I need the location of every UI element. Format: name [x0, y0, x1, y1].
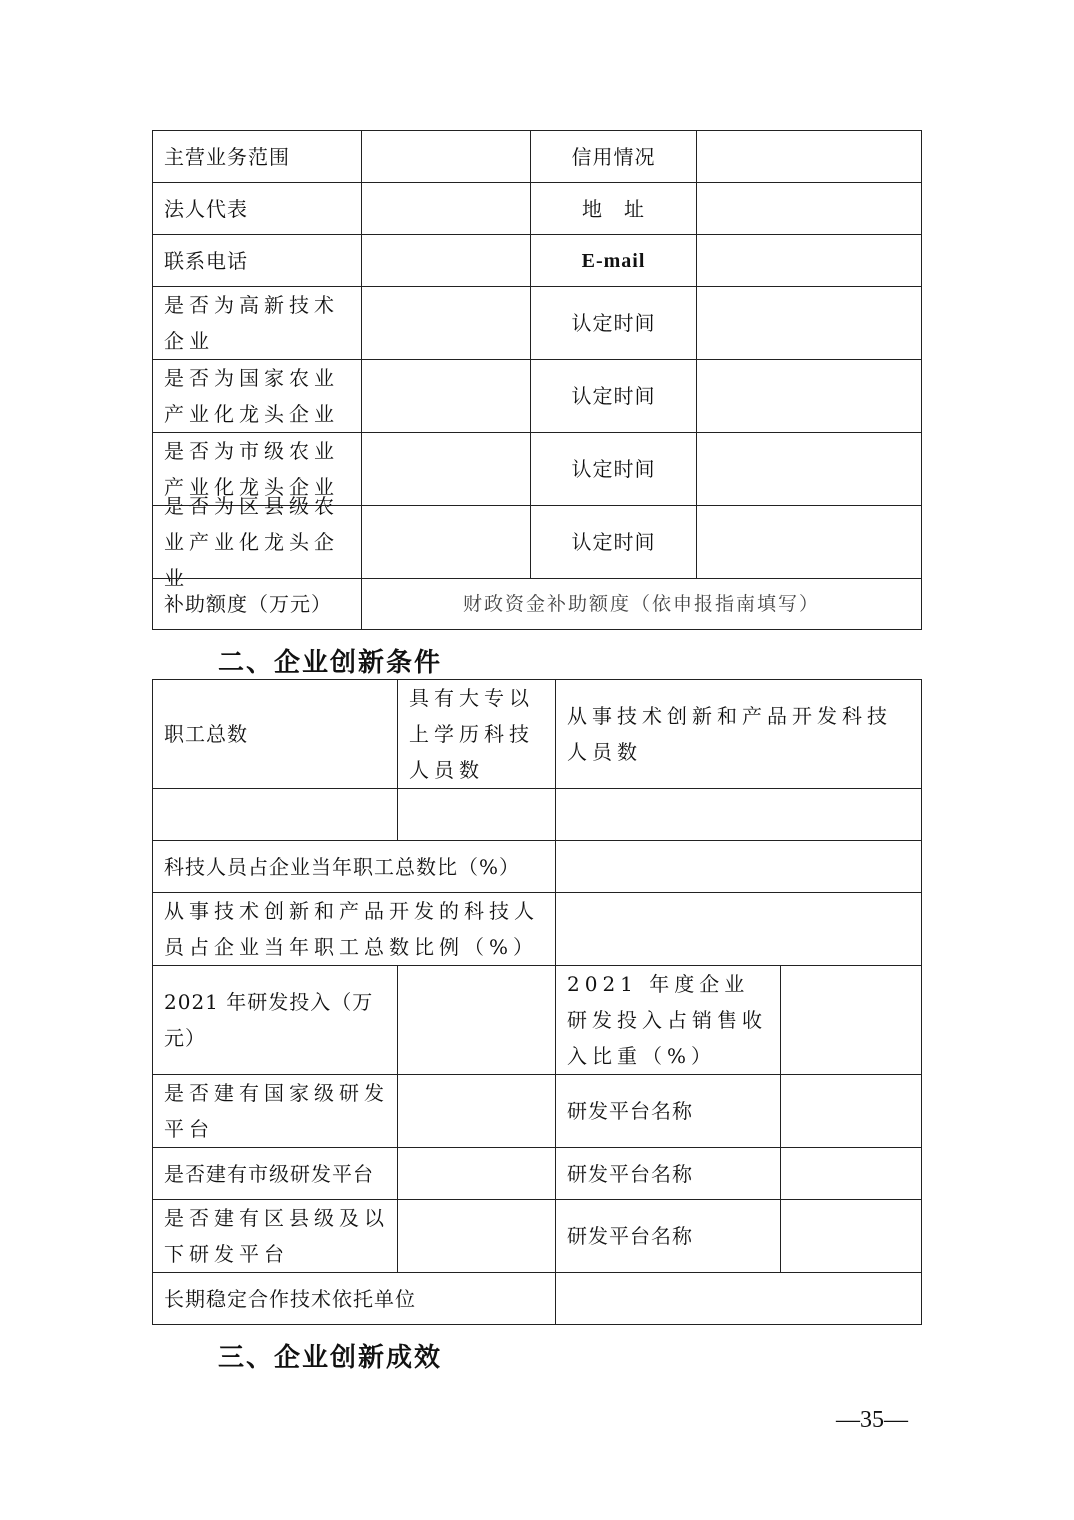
- row-city-platform: [152, 1147, 922, 1199]
- row-rd-invest: [152, 965, 922, 1074]
- basic-info-table: [152, 130, 922, 630]
- city-dragon-label: 是否为市级农业产业化龙头企业: [153, 433, 362, 505]
- national-platform-value[interactable]: [398, 1075, 556, 1147]
- innovation-conditions-table: [152, 679, 922, 1325]
- subsidy-label: 补助额度（万元）: [153, 579, 362, 629]
- hightech-cert-time-label: 认定时间: [531, 287, 697, 359]
- tech-ratio-label: 科技人员占企业当年职工总数比（%）: [153, 841, 556, 892]
- national-cert-time-value[interactable]: [697, 360, 921, 432]
- row-main-business: [152, 130, 922, 182]
- row-district-dragon: [152, 494, 922, 590]
- rd-sales-ratio-label: 2021 年度企业研发投入占销售收入比重（%）: [556, 966, 781, 1074]
- rd-ratio-label: 从事技术创新和产品开发的科技人员占企业当年职工总数比例（%）: [153, 893, 556, 965]
- legal-rep-label: 法人代表: [153, 183, 362, 234]
- national-platform-label: 是否建有国家级研发平台: [153, 1075, 398, 1147]
- national-cert-time-label: 认定时间: [531, 360, 697, 432]
- row-national-dragon: [152, 359, 922, 432]
- row-national-platform: [152, 1074, 922, 1147]
- row-staff-headers: [152, 679, 922, 788]
- hightech-label: 是否为高新技术企业: [153, 287, 362, 359]
- national-platform-name-label: 研发平台名称: [556, 1075, 781, 1147]
- section-2-title: 二、企业创新条件: [218, 648, 443, 678]
- row-rd-ratio: [152, 892, 922, 965]
- district-platform-name-value[interactable]: [781, 1200, 921, 1272]
- address-label: 地 址: [531, 183, 697, 234]
- total-staff-value[interactable]: [153, 789, 398, 840]
- city-cert-time-value[interactable]: [697, 433, 921, 505]
- national-dragon-value[interactable]: [362, 360, 531, 432]
- email-value[interactable]: [697, 235, 921, 286]
- subsidy-hint[interactable]: 财政资金补助额度（依申报指南填写）: [462, 593, 820, 615]
- college-staff-label: 具有大专以上学历科技人员数: [398, 680, 556, 788]
- credit-value[interactable]: [697, 131, 921, 182]
- district-platform-value[interactable]: [398, 1200, 556, 1272]
- credit-label: 信用情况: [531, 131, 697, 182]
- rd-staff-label: 从事技术创新和产品开发科技人员数: [567, 704, 892, 764]
- rd-invest-value[interactable]: [398, 966, 556, 1074]
- city-platform-name-value[interactable]: [781, 1148, 921, 1199]
- hightech-cert-time-value[interactable]: [697, 287, 921, 359]
- hightech-value[interactable]: [362, 287, 531, 359]
- rd-invest-label: 2021 年研发投入（万元）: [153, 966, 398, 1074]
- city-dragon-value[interactable]: [362, 433, 531, 505]
- district-cert-time-value[interactable]: [697, 506, 921, 578]
- rd-ratio-value[interactable]: [556, 893, 921, 965]
- main-business-value[interactable]: [362, 131, 531, 182]
- rd-sales-ratio-value[interactable]: [781, 966, 921, 1074]
- phone-label: 联系电话: [153, 235, 362, 286]
- phone-value[interactable]: [362, 235, 531, 286]
- legal-rep-value[interactable]: [362, 183, 531, 234]
- partner-label: 长期稳定合作技术依托单位: [153, 1273, 556, 1324]
- national-dragon-label: 是否为国家农业产业化龙头企业: [153, 360, 362, 432]
- city-platform-value[interactable]: [398, 1148, 556, 1199]
- row-hightech: [152, 286, 922, 359]
- address-value[interactable]: [697, 183, 921, 234]
- tech-ratio-value[interactable]: [556, 841, 921, 892]
- main-business-label: 主营业务范围: [153, 131, 362, 182]
- row-subsidy: [152, 578, 922, 630]
- section-3-title: 三、企业创新成效: [218, 1343, 443, 1373]
- city-platform-name-label: 研发平台名称: [556, 1148, 781, 1199]
- row-staff-values: [152, 788, 922, 840]
- district-platform-label: 是否建有区县级及以下研发平台: [153, 1200, 398, 1272]
- district-dragon-value[interactable]: [362, 506, 531, 578]
- national-platform-name-value[interactable]: [781, 1075, 921, 1147]
- district-dragon-label: 是否为区县级农业产业化龙头企业: [153, 506, 362, 578]
- row-tech-ratio: [152, 840, 922, 892]
- partner-value[interactable]: [556, 1273, 921, 1324]
- total-staff-label: 职工总数: [153, 680, 398, 788]
- city-cert-time-label: 认定时间: [531, 433, 697, 505]
- email-label: E-mail: [531, 235, 697, 286]
- page-number: —35—: [836, 1407, 908, 1433]
- row-district-platform: [152, 1199, 922, 1272]
- district-platform-name-label: 研发平台名称: [556, 1200, 781, 1272]
- city-platform-label: 是否建有市级研发平台: [153, 1148, 398, 1199]
- district-cert-time-label: 认定时间: [531, 506, 697, 578]
- row-partner: [152, 1272, 922, 1325]
- college-staff-value[interactable]: [398, 789, 556, 840]
- row-phone: [152, 234, 922, 286]
- rd-staff-value[interactable]: [556, 789, 921, 840]
- row-legal-rep: [152, 182, 922, 234]
